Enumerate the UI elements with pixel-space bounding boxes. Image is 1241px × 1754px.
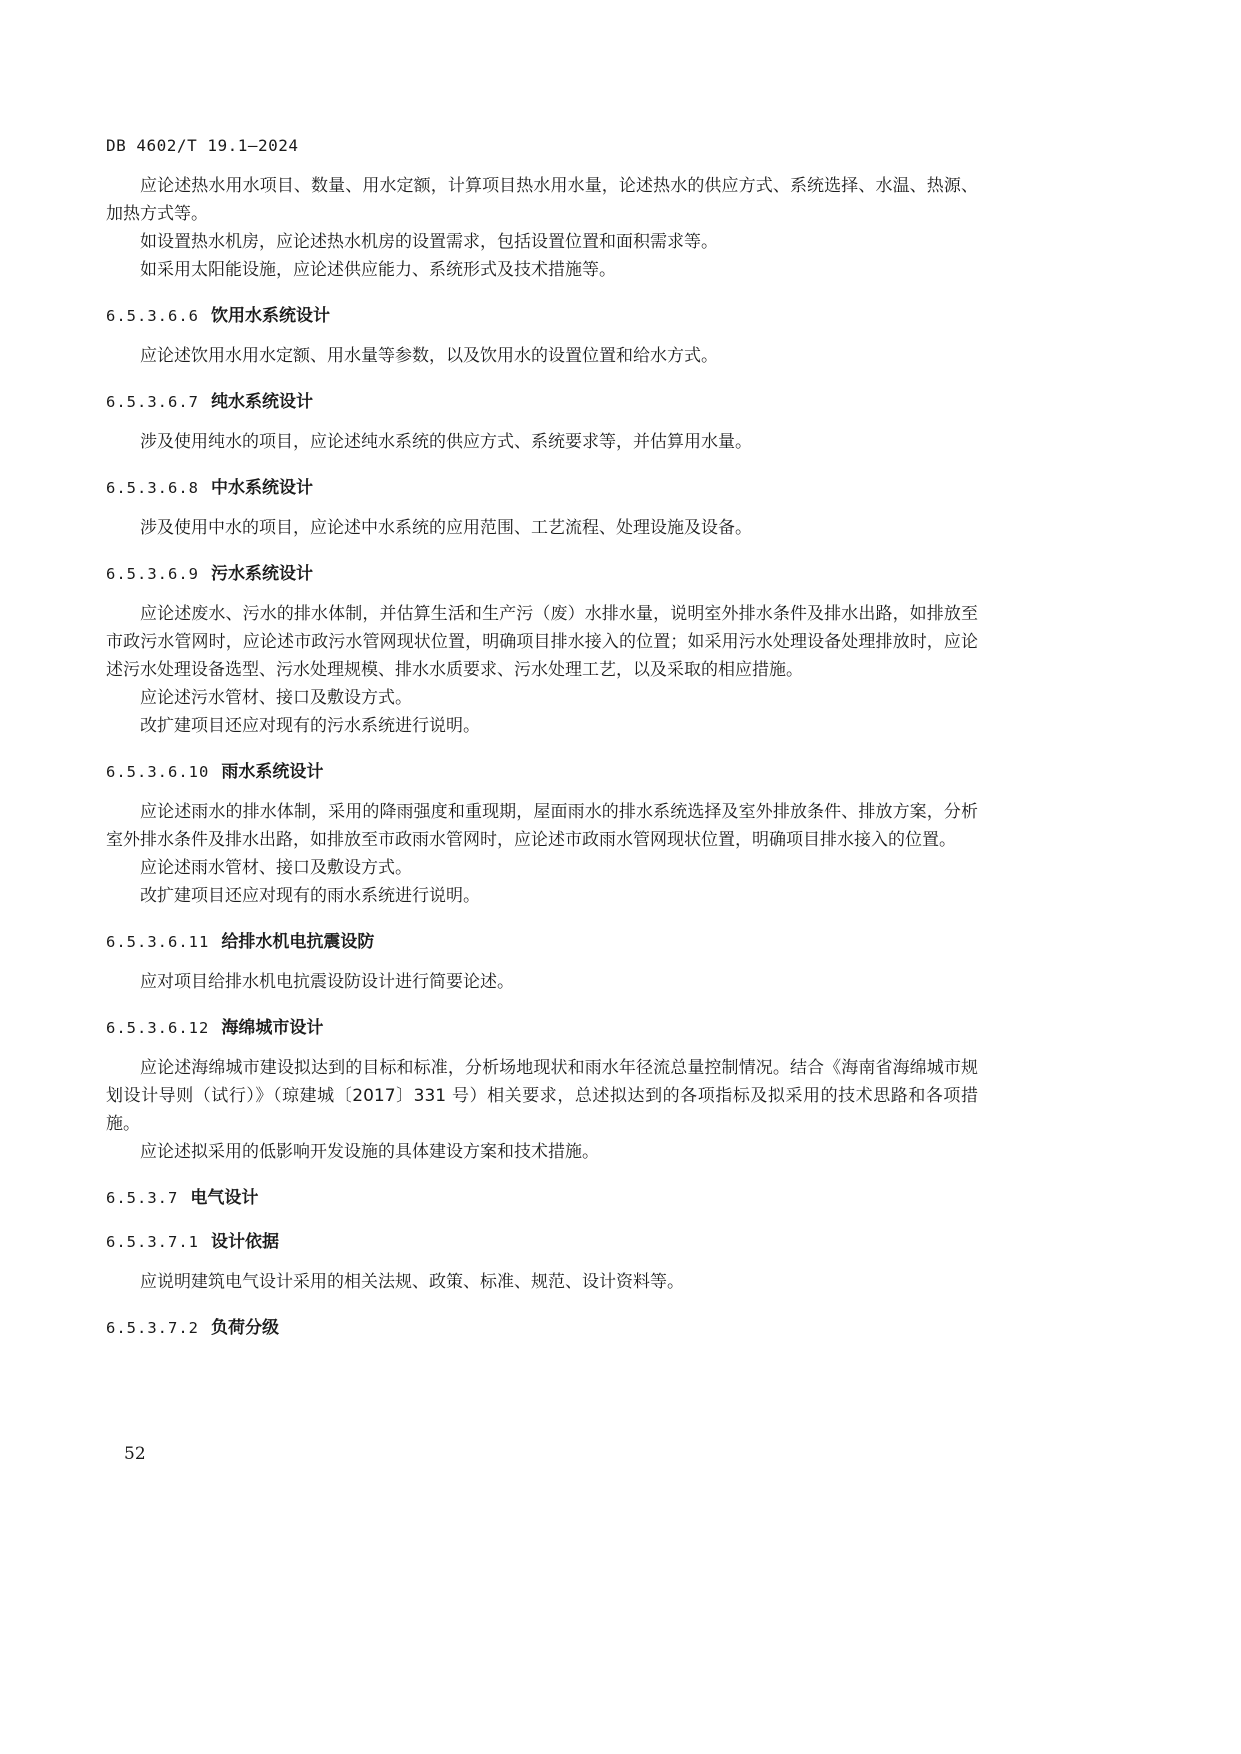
section-heading bbox=[106, 1316, 978, 1340]
paragraph: 应论述海绵城市建设拟达到的目标和标准，分析场地现状和雨水年径流总量控制情况。结合《海南省海绵城市规划设计导则（试行）》（琼建城〔2017〕331 号）相关要求，总述拟达到的各项指标及拟采用的技术思路和各项措施。 bbox=[106, 1058, 978, 1134]
section-number: 6.5.3.6.9 bbox=[106, 565, 199, 583]
section-number: 6.5.3.6.10 bbox=[106, 763, 210, 781]
section-title: 饮用水系统设计 bbox=[211, 306, 330, 326]
section-title: 中水系统设计 bbox=[211, 478, 313, 498]
document-code-header: DB 4602/T 19.1—2024 bbox=[106, 136, 299, 155]
paragraph: 如设置热水机房，应论述热水机房的设置需求，包括设置位置和面积需求等。 bbox=[140, 232, 718, 252]
section-number: 6.5.3.6.11 bbox=[106, 933, 210, 951]
paragraph: 改扩建项目还应对现有的雨水系统进行说明。 bbox=[140, 886, 480, 906]
section-title: 纯水系统设计 bbox=[211, 392, 313, 412]
section-title: 雨水系统设计 bbox=[221, 762, 324, 782]
page-number: 52 bbox=[124, 1444, 146, 1464]
section-heading bbox=[106, 476, 978, 500]
document-body bbox=[106, 172, 978, 1354]
paragraph: 应论述废水、污水的排水体制，并估算生活和生产污（废）水排水量，说明室外排水条件及排水出路，如排放至市政污水管网时，应论述市政污水管网现状位置，明确项目排水接入的位置；如采用污水处理设备处理排放时，应论述污水处理设备选型、污水处理规模、排水水质要求、污水处理工艺，以及采取的相应措施。 bbox=[106, 604, 978, 680]
paragraph: 涉及使用纯水的项目，应论述纯水系统的供应方式、系统要求等，并估算用水量。 bbox=[140, 432, 752, 452]
section-number: 6.5.3.7.2 bbox=[106, 1319, 199, 1337]
paragraph: 应说明建筑电气设计采用的相关法规、政策、标准、规范、设计资料等。 bbox=[140, 1272, 684, 1292]
section-title: 负荷分级 bbox=[211, 1318, 279, 1338]
paragraph: 应对项目给排水机电抗震设防设计进行简要论述。 bbox=[140, 972, 514, 992]
paragraph: 应论述雨水的排水体制，采用的降雨强度和重现期，屋面雨水的排水系统选择及室外排放条件、排放方案，分析室外排水条件及排水出路，如排放至市政雨水管网时，应论述市政雨水管网现状位置，明确项目排水接入的位置。 bbox=[106, 802, 978, 850]
section-title: 污水系统设计 bbox=[211, 564, 313, 584]
section-title: 海绵城市设计 bbox=[221, 1018, 324, 1038]
section-number: 6.5.3.6.7 bbox=[106, 393, 199, 411]
paragraph: 改扩建项目还应对现有的污水系统进行说明。 bbox=[140, 716, 480, 736]
paragraph: 应论述雨水管材、接口及敷设方式。 bbox=[140, 858, 412, 878]
section-heading bbox=[106, 562, 978, 586]
section-heading bbox=[106, 930, 978, 954]
section-number: 6.5.3.6.6 bbox=[106, 307, 199, 325]
section-title: 设计依据 bbox=[211, 1232, 279, 1252]
paragraph: 涉及使用中水的项目，应论述中水系统的应用范围、工艺流程、处理设施及设备。 bbox=[140, 518, 752, 538]
section-heading bbox=[106, 390, 978, 414]
section-heading bbox=[106, 1016, 978, 1040]
paragraph: 应论述污水管材、接口及敷设方式。 bbox=[140, 688, 412, 708]
section-number: 6.5.3.7.1 bbox=[106, 1233, 199, 1251]
section-heading bbox=[106, 304, 978, 328]
section-heading bbox=[106, 1186, 978, 1210]
paragraph: 如采用太阳能设施，应论述供应能力、系统形式及技术措施等。 bbox=[140, 260, 616, 280]
section-heading bbox=[106, 1230, 978, 1254]
section-title: 给排水机电抗震设防 bbox=[221, 932, 375, 952]
section-heading bbox=[106, 760, 978, 784]
paragraph: 应论述热水用水项目、数量、用水定额，计算项目热水用水量，论述热水的供应方式、系统选择、水温、热源、加热方式等。 bbox=[106, 176, 978, 224]
section-number: 6.5.3.7 bbox=[106, 1189, 179, 1207]
section-number: 6.5.3.6.12 bbox=[106, 1019, 210, 1037]
paragraph: 应论述拟采用的低影响开发设施的具体建设方案和技术措施。 bbox=[140, 1142, 599, 1162]
section-number: 6.5.3.6.8 bbox=[106, 479, 199, 497]
section-title: 电气设计 bbox=[190, 1188, 259, 1208]
paragraph: 应论述饮用水用水定额、用水量等参数，以及饮用水的设置位置和给水方式。 bbox=[140, 346, 718, 366]
